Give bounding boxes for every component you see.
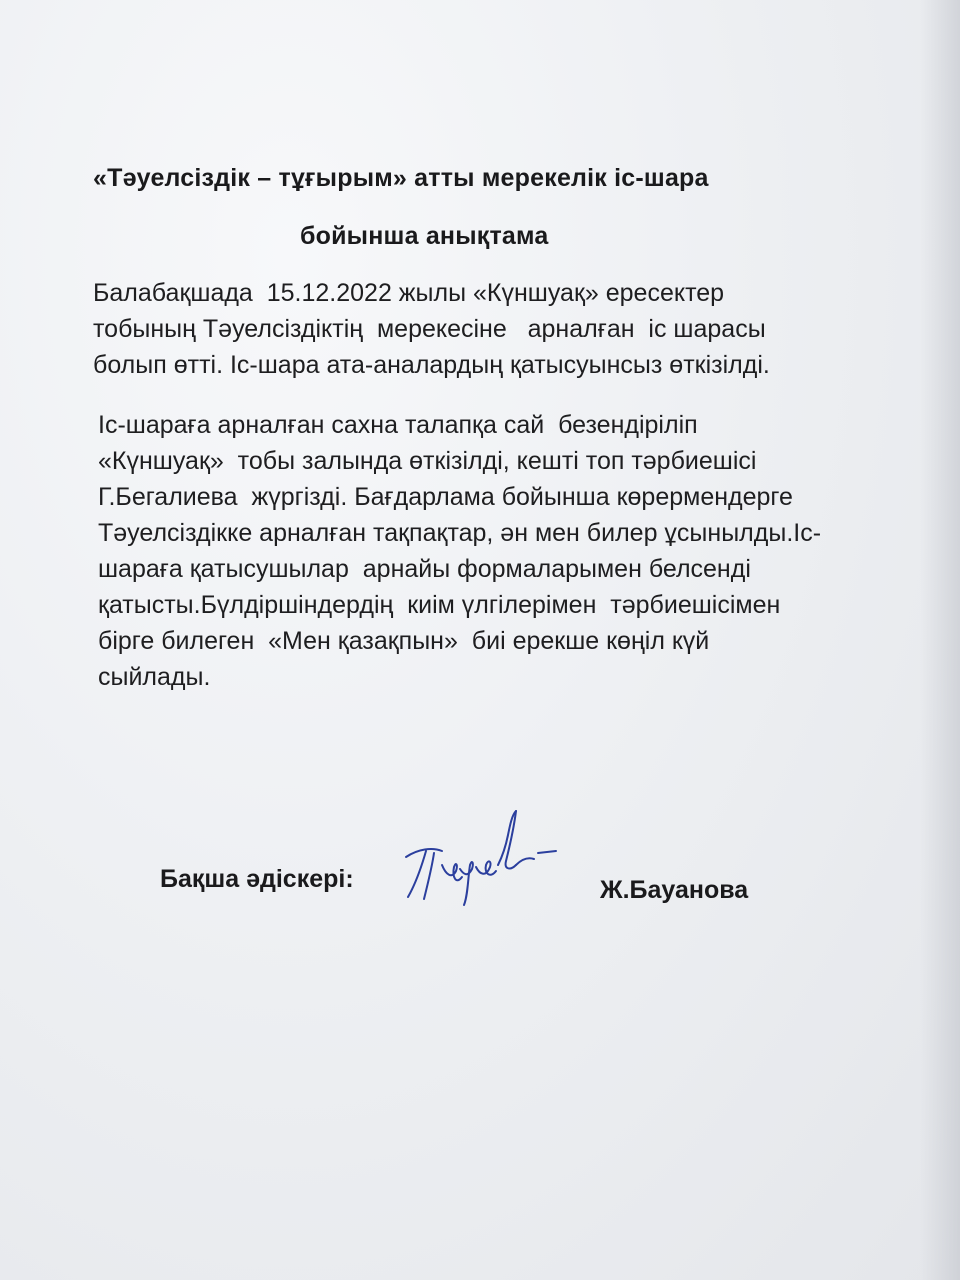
paragraph-line: сыйлады.: [98, 663, 211, 691]
paragraph-line: бірге билеген «Мен қазақпын» биі ерекше көңіл күй: [98, 627, 710, 655]
paragraph-line: Балабақшада 15.12.2022 жылы «Күншуақ» ересектер: [93, 279, 725, 307]
paragraph-line: Тәуелсіздікке арналған тақпақтар, ән мен билер ұсынылды.Іс-: [98, 519, 822, 547]
paragraph-line: болып өтті. Іс-шара ата-аналардың қатысуынсыз өткізілді.: [93, 351, 770, 379]
signer-name: Ж.Бауанова: [600, 876, 749, 904]
paragraph-intro: [93, 275, 770, 383]
paragraph-line: тобының Тәуелсіздіктің мерекесіне арналған іс шарасы: [93, 315, 766, 343]
document-title-line-2: бойынша анықтама: [300, 222, 549, 250]
paragraph-line: Г.Бегалиева жүргізді. Бағдарлама бойынша көрермендерге: [98, 483, 793, 511]
handwritten-signature: [398, 805, 568, 915]
signature-label: Бақша әдіскері:: [160, 865, 354, 893]
paragraph-details: [98, 407, 821, 695]
paragraph-line: Іс-шараға арналған сахна талапқа сай безендіріліп: [98, 411, 698, 439]
paragraph-line: «Күншуақ» тобы залында өткізілді, кешті топ тәрбиешісі: [98, 447, 757, 475]
document-title-line-1: «Тәуелсіздік – тұғырым» атты мерекелік іс-шара: [93, 164, 709, 192]
paragraph-line: қатысты.Бүлдіршіндердің киім үлгілерімен тәрбиешісімен: [98, 591, 781, 619]
paragraph-line: шараға қатысушылар арнайы формаларымен белсенді: [98, 555, 751, 583]
